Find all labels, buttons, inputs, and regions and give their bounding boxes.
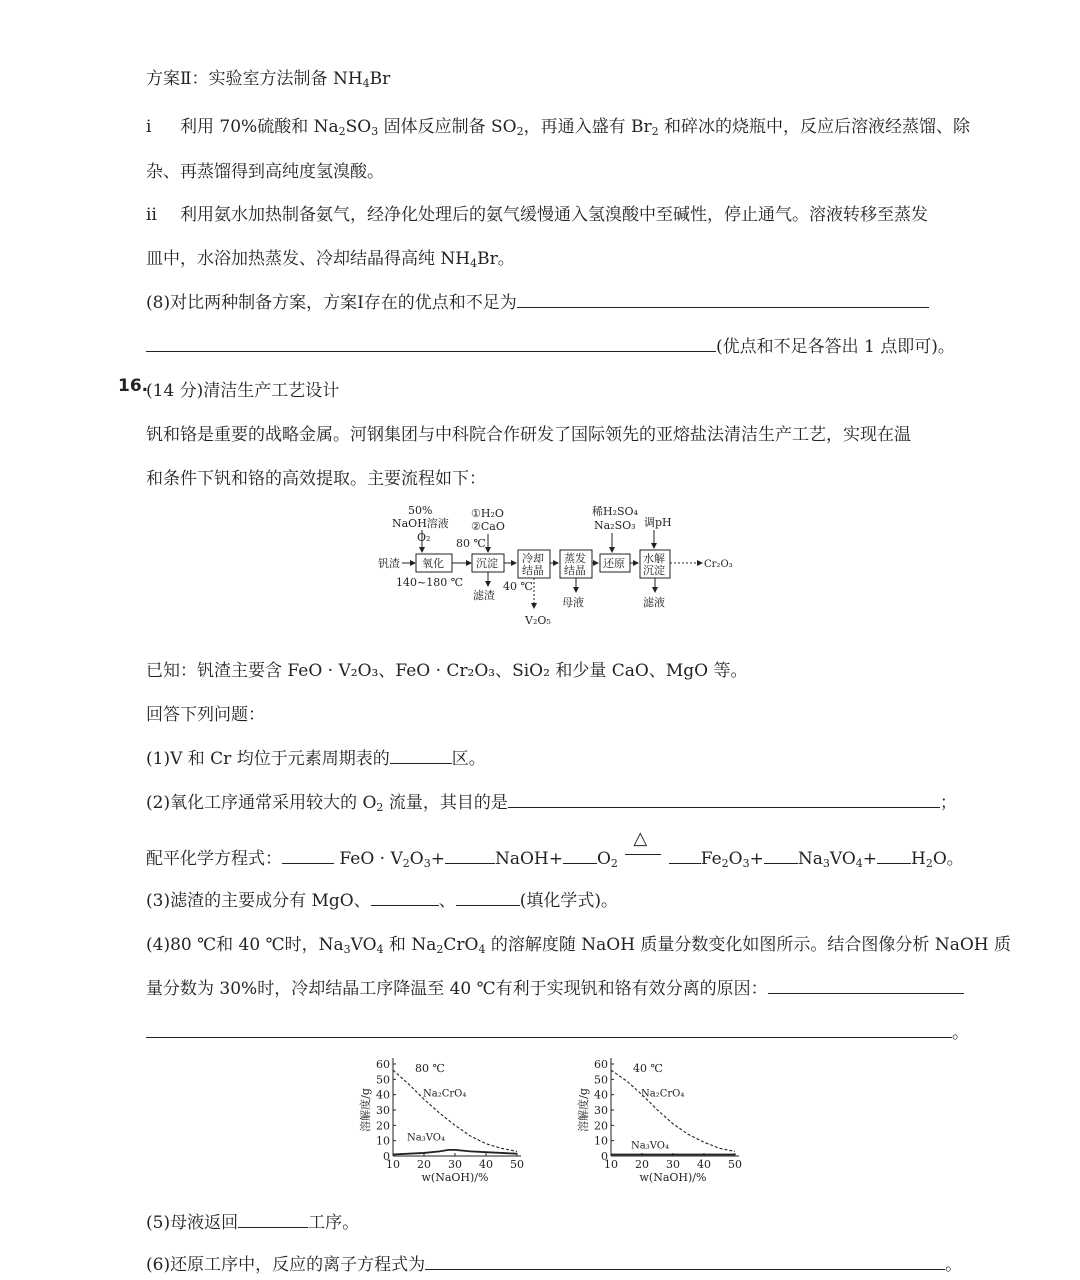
y-tick-label: 40	[376, 1088, 390, 1102]
eq-term-6b: O。	[932, 849, 964, 869]
x-tick-label: 10	[386, 1158, 400, 1171]
y-tick-label: 50	[594, 1073, 608, 1087]
series-line-0	[611, 1070, 735, 1151]
question-16-2: (2)氧化工序通常采用较大的 $O_2$ 流量，其目的是 ；	[146, 793, 957, 814]
balance-equation: 配平化学方程式： FeO · $V_2O_3+$ NaOH+ $O_2$ △ $Fe_2O_3+ Na_3VO_4+ H_2O$。	[146, 828, 964, 870]
eq-term-1: FeO · V	[339, 849, 403, 869]
chart-title: 40 ℃	[633, 1062, 663, 1075]
chart-title: 80 ℃	[415, 1062, 445, 1075]
eq-blank-2[interactable]	[445, 847, 495, 864]
x-tick-label: 50	[510, 1158, 524, 1171]
question-16-3	[146, 886, 618, 911]
flow-out-2: V₂O₅	[525, 614, 551, 627]
x-tick-label: 20	[417, 1158, 431, 1171]
solubility-chart-40c	[573, 1052, 753, 1184]
scheme2-step1-line2: 杂、再蒸馏得到高纯度氢溴酸。	[146, 162, 384, 182]
question-16-5	[146, 1208, 359, 1233]
q16-1-suffix: 区。	[451, 749, 486, 769]
q16-6-blank[interactable]	[425, 1253, 945, 1270]
question-16-4-line1: (4)80 ℃和 40 ℃时，$Na_3VO_4$ 和 $Na_2CrO_4$ 的溶解度随 NaOH 质量分数变化如图所示。结合图像分析 NaOH 质	[146, 935, 1012, 956]
y-tick-label: 60	[594, 1058, 608, 1071]
q16-3-text: (3)滤渣的主要成分有 MgO、	[146, 891, 371, 911]
step1-text-b: SO	[345, 117, 372, 137]
scheme2-title: 方案Ⅱ：实验室方法制备 $NH_4Br$	[146, 69, 391, 90]
question-8	[146, 288, 929, 313]
flow-o2: O₂	[417, 531, 431, 544]
q16-4-blank-1[interactable]	[768, 977, 964, 994]
q8-answer-blank-1[interactable]	[517, 291, 929, 308]
x-tick-label: 10	[604, 1158, 618, 1171]
q16-4-line2-text: 量分数为 30%时，冷却结晶工序降温至 40 ℃有利于实现钒和铬有效分离的原因：	[146, 979, 768, 999]
question-16-number: 16.	[118, 376, 149, 396]
eq-term-1b: O	[409, 849, 424, 869]
flow-out-1: 滤渣	[473, 589, 495, 602]
q16-3-suffix: (填化学式)。	[519, 891, 618, 911]
y-tick-label: 10	[594, 1134, 608, 1148]
series-label-na2cro4: Na₂CrO₄	[423, 1088, 467, 1100]
heat-arrow	[623, 828, 663, 864]
step1-text-c: 固体反应制备 SO	[378, 117, 517, 137]
scheme2-title-text: 方案Ⅱ：实验室方法制备 NH	[146, 69, 363, 89]
flow-product: Cr₂O₃	[704, 559, 733, 570]
series-label-na3vo4: Na₃VO₄	[631, 1140, 669, 1152]
q16-4-text-b: VO	[350, 935, 377, 955]
y-tick-label: 50	[376, 1073, 390, 1087]
eq-term-5b: VO	[829, 849, 856, 869]
eq-plus-2: +	[749, 849, 764, 869]
q16-known: 已知：钒渣主要含 FeO · V₂O₃、FeO · Cr₂O₃、SiO₂ 和少量 CaO、MgO 等。	[146, 661, 748, 681]
question-16-4-line2	[146, 974, 964, 999]
flow-box6-label-b: 沉淀	[643, 564, 665, 577]
y-tick-label: 20	[376, 1119, 390, 1133]
flow-add-2: ②CaO	[471, 520, 505, 533]
q16-3-blank-2[interactable]	[456, 889, 520, 906]
flow-out-4: 滤液	[643, 596, 665, 609]
q16-3-blank-1[interactable]	[371, 889, 439, 906]
step1-text-d: ，再通入盛有 Br	[523, 117, 652, 137]
eq-blank-4[interactable]	[669, 847, 701, 864]
eq-plus-1: +	[430, 849, 445, 869]
y-tick-label: 0	[601, 1150, 608, 1163]
x-axis-label: w(NaOH)/%	[421, 1171, 489, 1184]
q16-6-suffix: 。	[945, 1255, 963, 1275]
q16-3-sep: 、	[438, 891, 456, 911]
eq-prefix: 配平化学方程式：	[146, 849, 282, 869]
q16-4-blank-2[interactable]	[146, 1021, 952, 1038]
q16-4-text-d: CrO	[443, 935, 479, 955]
eq-term-6: H	[911, 849, 926, 869]
eq-term-4b: O	[728, 849, 743, 869]
eq-plus-3: +	[862, 849, 878, 869]
scheme2-step2-line2: 皿中，水浴加热蒸发、冷却结晶得高纯 $NH_4Br$。	[146, 249, 515, 270]
flow-temp2: 80 ℃	[456, 537, 486, 550]
flow-box4-label-b: 结晶	[564, 564, 586, 577]
question-16-6	[146, 1250, 962, 1275]
step2-text: 利用氨水加热制备氨气，经净化处理后的氨气缓慢通入氢溴酸中至碱性，停止通气。溶液转移至蒸发	[180, 205, 928, 225]
q16-intro-line2: 和条件下钒和铬的高效提取。主要流程如下：	[146, 469, 486, 489]
eq-term-2: NaOH+	[494, 849, 563, 869]
y-axis-label: 溶解度/g	[359, 1088, 372, 1132]
eq-blank-3[interactable]	[563, 847, 597, 864]
question-8-line2	[146, 332, 955, 357]
flow-box6-label-a: 水解	[643, 552, 665, 565]
flow-temp3: 40 ℃	[503, 580, 533, 593]
q16-5-blank[interactable]	[238, 1211, 308, 1228]
question-16-4-line3	[146, 1018, 969, 1043]
eq-term-4: Fe	[700, 849, 722, 869]
flow-box3-label-a: 冷却	[522, 552, 544, 565]
solubility-chart-80c	[355, 1052, 535, 1184]
scheme2-step2-line1	[146, 200, 928, 225]
q16-5-text: (5)母液返回	[146, 1213, 239, 1233]
q16-2-blank[interactable]	[508, 791, 940, 808]
q16-2-suffix: ；	[939, 793, 957, 813]
step1-text-a: 利用 70%硫酸和 Na	[180, 117, 339, 137]
x-tick-label: 40	[697, 1158, 711, 1171]
flow-box1-label: 氧化	[422, 557, 444, 570]
eq-blank-5[interactable]	[764, 847, 798, 864]
x-tick-label: 30	[666, 1158, 680, 1171]
flow-box5-label: 还原	[603, 557, 625, 570]
q16-2-text-a: (2)氧化工序通常采用较大的 O	[146, 793, 377, 813]
flow-add-1: ①H₂O	[471, 507, 504, 520]
eq-blank-6[interactable]	[877, 847, 911, 864]
x-axis-label: w(NaOH)/%	[639, 1171, 707, 1184]
heat-arrow-line	[625, 854, 661, 855]
q16-1-text: (1)V 和 Cr 均位于元素周期表的	[146, 749, 390, 769]
q16-2-text-b: 流量，其目的是	[383, 793, 508, 813]
q16-4-text-e: 的溶解度随 NaOH 质量分数变化如图所示。结合图像分析 NaOH 质	[485, 935, 1012, 955]
y-tick-label: 10	[376, 1134, 390, 1148]
heat-delta-symbol: △	[633, 828, 648, 849]
x-tick-label: 50	[728, 1158, 742, 1171]
eq-term-5: Na	[797, 849, 823, 869]
flow-add-5: 调pH	[644, 516, 672, 529]
scheme2-title-suffix: Br	[369, 69, 391, 89]
y-tick-label: 20	[594, 1119, 608, 1133]
q16-4-text-c: 和 Na	[383, 935, 437, 955]
question-16-1	[146, 744, 486, 769]
x-tick-label: 40	[479, 1158, 493, 1171]
series-label-na3vo4: Na₃VO₄	[407, 1132, 445, 1144]
q16-answer-prompt: 回答下列问题：	[146, 705, 265, 725]
flow-input-1: 50%	[408, 504, 433, 517]
eq-blank-1[interactable]	[282, 847, 334, 864]
y-tick-label: 0	[383, 1150, 390, 1163]
flow-temp1: 140~180 ℃	[396, 576, 464, 589]
flow-add-4: Na₂SO₃	[594, 519, 636, 532]
series-label-na2cro4: Na₂CrO₄	[641, 1088, 685, 1100]
flow-input-2: NaOH溶液	[392, 517, 449, 530]
q16-4-end: 。	[952, 1023, 969, 1043]
x-tick-label: 30	[448, 1158, 462, 1171]
flow-box4-label-a: 蒸发	[564, 552, 586, 565]
q16-intro-line1: 钒和铬是重要的战略金属。河钢集团与中科院合作研发了国际领先的亚熔盐法清洁生产工艺，实现在温	[146, 425, 911, 445]
q16-1-blank[interactable]	[390, 747, 452, 764]
step2-line2-suffix: Br。	[477, 249, 515, 269]
flow-out-3: 母液	[562, 596, 584, 609]
y-tick-label: 60	[376, 1058, 390, 1071]
x-tick-label: 20	[635, 1158, 649, 1171]
y-tick-label: 30	[594, 1104, 608, 1117]
q16-5-suffix: 工序。	[308, 1213, 360, 1233]
y-tick-label: 40	[594, 1088, 608, 1102]
eq-term-3: O	[596, 849, 611, 869]
step2-line2-text: 皿中，水浴加热蒸发、冷却结晶得高纯 NH	[146, 249, 471, 269]
q16-4-text-a: (4)80 ℃和 40 ℃时，Na	[146, 935, 344, 955]
q8-answer-blank-2[interactable]	[146, 335, 716, 352]
flow-add-3: 稀H₂SO₄	[592, 505, 638, 518]
flow-box2-label: 沉淀	[476, 557, 498, 570]
step1-text-e: 和碎冰的烧瓶中，反应后溶液经蒸馏、除	[658, 117, 971, 137]
flow-box3-label-b: 结晶	[522, 564, 544, 577]
y-tick-label: 30	[376, 1104, 390, 1117]
scheme2-step1-line1: ⅰ 利用 70%硫酸和 $Na_2SO_3$ 固体反应制备 $SO_2$，再通入盛有 $Br_2$ 和碎冰的烧瓶中，反应后溶液经蒸馏、除	[146, 117, 971, 138]
process-flow-diagram	[370, 500, 750, 635]
step2-label: ⅱ	[146, 205, 157, 225]
question-16-title: (14 分)清洁生产工艺设计	[146, 381, 340, 401]
q16-6-text: (6)还原工序中，反应的离子方程式为	[146, 1255, 426, 1275]
y-axis-label: 溶解度/g	[577, 1088, 590, 1132]
step1-label: ⅰ	[146, 117, 152, 137]
flow-start: 钒渣	[378, 557, 400, 570]
q8-tail: (优点和不足各答出 1 点即可)。	[716, 337, 955, 357]
q8-text: (8)对比两种制备方案，方案Ⅰ存在的优点和不足为	[146, 293, 517, 313]
